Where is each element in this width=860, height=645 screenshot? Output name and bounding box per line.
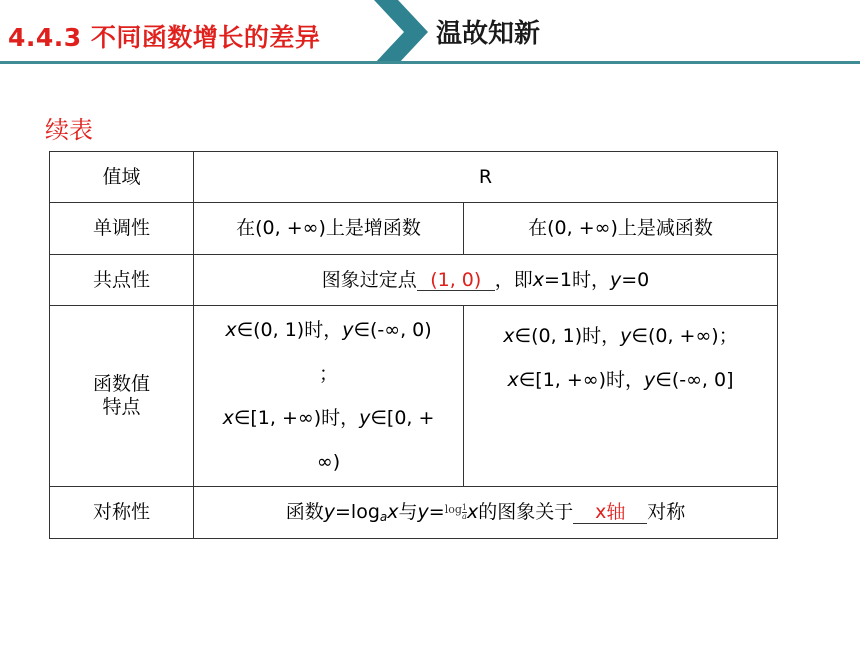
var-x: x xyxy=(387,500,399,523)
fixed-point-x-eq: =1时， xyxy=(544,268,611,291)
monotonicity-increasing: 在(0, +∞)上是增函数 xyxy=(194,203,464,255)
row-label-line1: 函数值 xyxy=(92,373,150,396)
section-subtitle: 温故知新 xyxy=(436,19,541,49)
fraction-denominator: a xyxy=(462,511,467,521)
dec-line-1 xyxy=(464,314,777,358)
symmetry-log-a: =log xyxy=(335,500,380,523)
inc-line-3-b: ∈[0, + xyxy=(370,407,435,429)
header xyxy=(0,0,860,70)
fixed-point-text-after: ，即 xyxy=(494,268,533,291)
fixed-point-text: 图象过定点 xyxy=(321,268,417,291)
dec-line-2-b: ∈(-∞, 0] xyxy=(655,369,734,391)
table-row-symmetry xyxy=(50,487,778,539)
var-y: y xyxy=(644,369,656,391)
var-y: y xyxy=(610,268,622,291)
header-divider xyxy=(0,61,860,64)
var-x: x xyxy=(225,319,237,341)
var-y: y xyxy=(417,500,429,523)
symmetry-cell xyxy=(194,487,778,539)
var-y: y xyxy=(342,319,354,341)
fraction-numerator: 1 xyxy=(461,502,467,512)
symmetry-eq: = xyxy=(428,500,445,523)
function-values-decreasing xyxy=(464,306,778,487)
row-label-symmetry: 对称性 xyxy=(50,487,194,539)
section-title: 4.4.3 不同函数增长的差异 xyxy=(8,23,321,52)
symmetry-text-and: 与 xyxy=(398,500,418,523)
var-y: y xyxy=(620,325,632,347)
inc-line-1-a: ∈(0, 1)时， xyxy=(236,319,343,341)
inc-line-1 xyxy=(194,308,463,352)
monotonicity-decreasing: 在(0, +∞)上是减函数 xyxy=(464,203,778,255)
fixed-point-cell xyxy=(194,255,778,306)
var-y: y xyxy=(323,500,336,523)
dec-line-1-b: ∈(0, +∞)； xyxy=(631,325,738,347)
dec-line-2 xyxy=(464,358,777,402)
symmetry-text-about: 的图象关于 xyxy=(478,500,574,523)
function-values-increasing-lines xyxy=(194,308,463,484)
table-row-range xyxy=(50,152,778,203)
table-row-monotonicity xyxy=(50,203,778,255)
log-function-properties-table xyxy=(49,151,778,539)
row-label-line2: 特点 xyxy=(102,396,141,418)
var-x: x xyxy=(507,369,519,391)
dec-line-1-a: ∈(0, 1)时， xyxy=(514,325,621,347)
chevron-arrow-icon xyxy=(372,0,432,64)
var-x: x xyxy=(532,268,544,291)
table-row-fixed-point xyxy=(50,255,778,306)
row-label-function-values xyxy=(50,306,194,487)
inc-line-3-a: ∈[1, +∞)时， xyxy=(233,407,360,429)
function-values-increasing xyxy=(194,306,464,487)
symmetry-text-end: 对称 xyxy=(647,500,686,523)
fixed-point-answer: (1, 0) xyxy=(430,268,482,291)
var-x: x xyxy=(466,500,479,523)
dec-line-2-a: ∈[1, +∞)时， xyxy=(518,369,645,391)
symmetry-answer-blank xyxy=(573,502,647,524)
symmetry-text-1: 函数 xyxy=(285,500,324,523)
fixed-point-y-eq: =0 xyxy=(621,268,650,291)
row-label-range: 值域 xyxy=(50,152,194,203)
inc-line-1-b: ∈(-∞, 0) xyxy=(353,319,432,341)
function-values-decreasing-lines xyxy=(464,314,777,402)
range-value: R xyxy=(194,152,778,203)
var-x: x xyxy=(503,325,515,347)
log-text: log xyxy=(444,502,462,516)
var-y: y xyxy=(359,407,371,429)
fixed-point-answer-blank xyxy=(417,270,495,292)
table-row-function-values xyxy=(50,306,778,487)
var-x: x xyxy=(222,407,234,429)
inc-line-4: ∞) xyxy=(316,451,341,473)
row-label-monotonicity: 单调性 xyxy=(50,203,194,255)
inc-line-3 xyxy=(194,396,463,440)
inc-line-2: ； xyxy=(318,363,338,385)
log-one-over-a-formula xyxy=(445,504,467,521)
symmetry-answer: x轴 xyxy=(595,500,626,523)
continued-label: 续表 xyxy=(45,116,93,144)
log-base-a: a xyxy=(379,509,388,524)
row-label-fixed-point: 共点性 xyxy=(50,255,194,306)
